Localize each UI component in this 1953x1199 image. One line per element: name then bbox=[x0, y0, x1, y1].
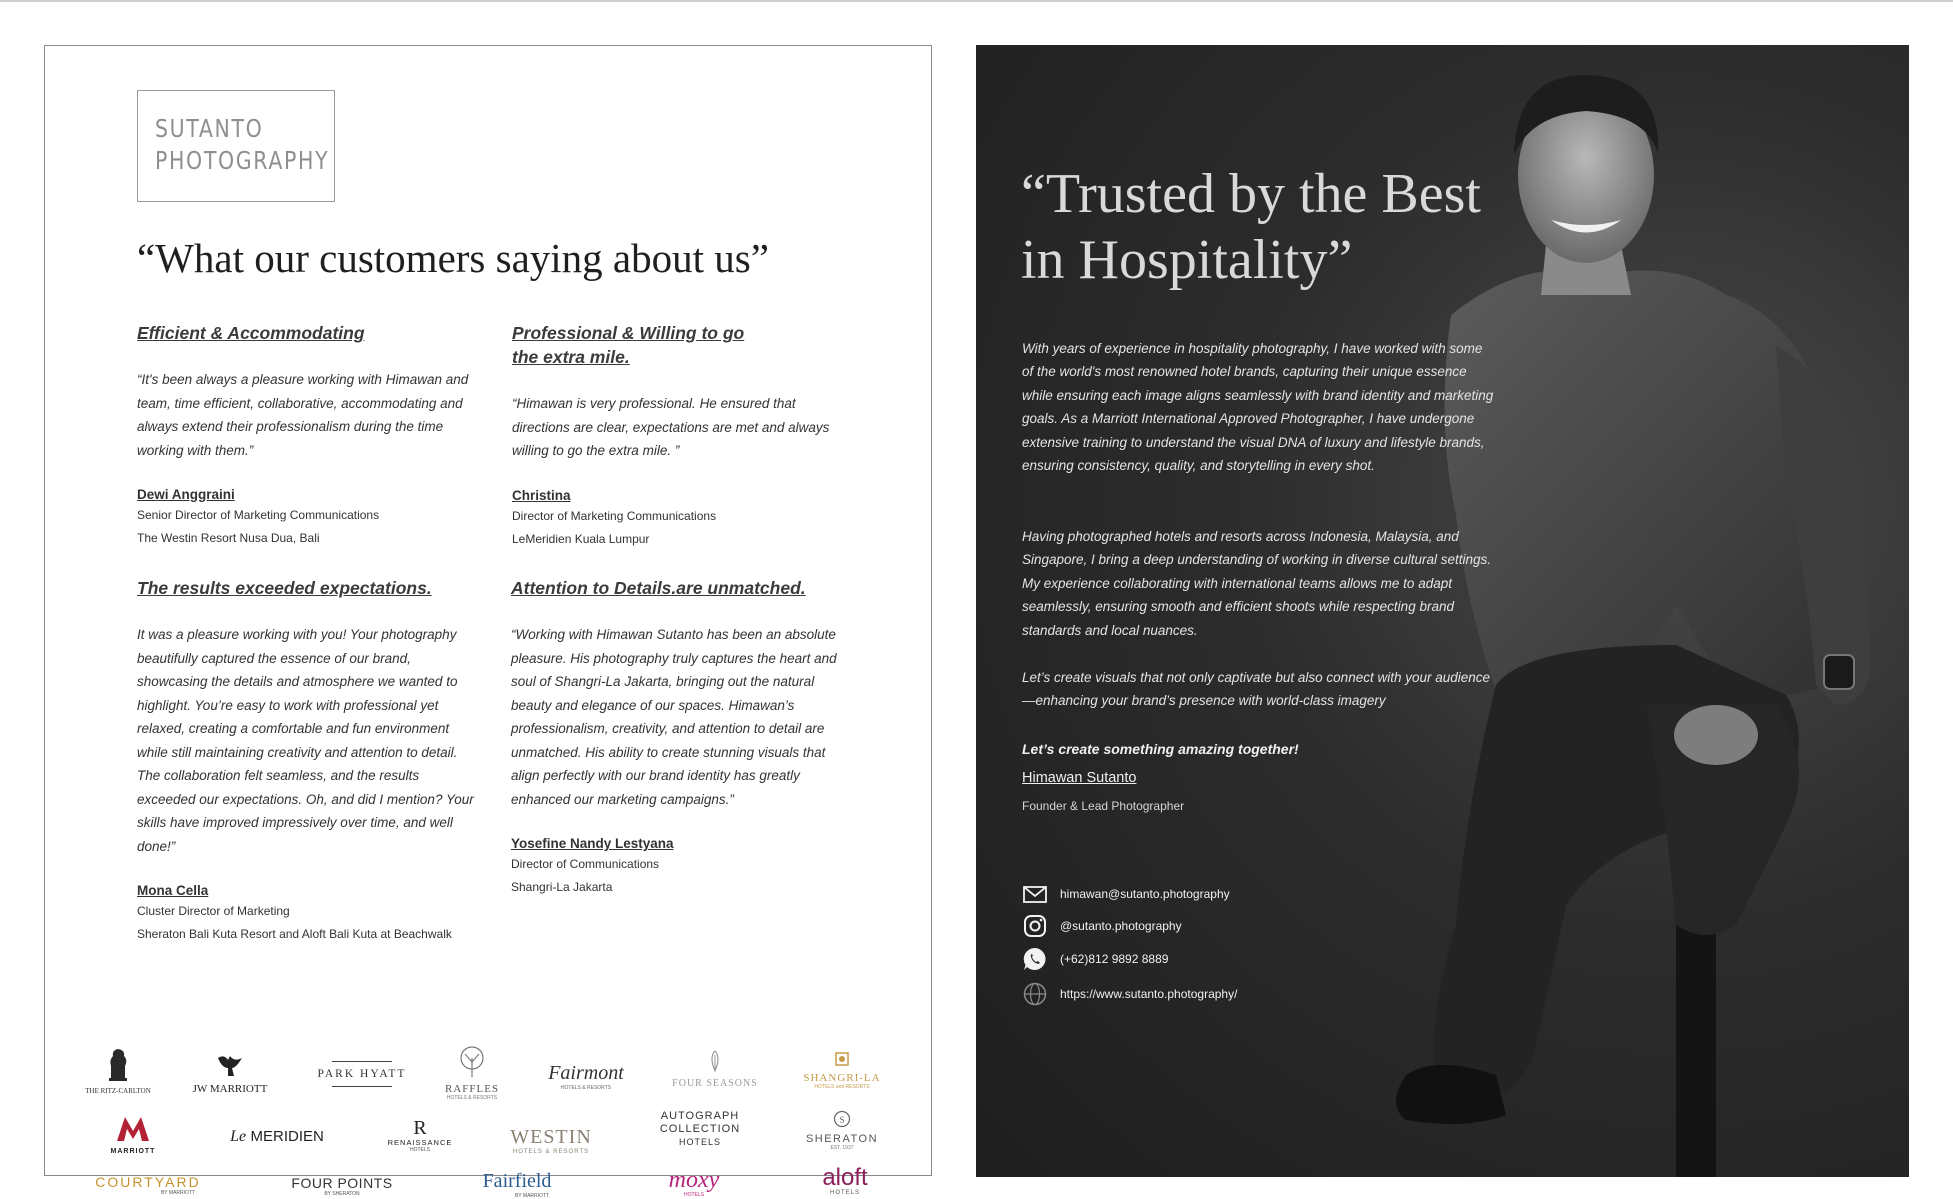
ritz-carlton-text: THE RITZ-CARLTON bbox=[85, 1087, 151, 1095]
sheraton-text: SHERATON bbox=[805, 1133, 879, 1145]
contact-email[interactable] bbox=[1022, 881, 1230, 907]
marriott-m-icon bbox=[115, 1113, 151, 1143]
four-seasons-text: FOUR SEASONS bbox=[672, 1078, 758, 1089]
fairfield-logo bbox=[467, 1170, 567, 1199]
testimonial-org: Sheraton Bali Kuta Resort and Aloft Bali Kuta at Beachwalk bbox=[137, 927, 452, 941]
testimonial-card bbox=[511, 576, 851, 899]
testimonial-title: Professional & Willing to go the extra mile. bbox=[512, 323, 745, 367]
panel-title-line-1: “Trusted by the Best bbox=[1021, 163, 1481, 225]
shangri-la-logo bbox=[797, 1051, 887, 1090]
testimonial-org: The Westin Resort Nusa Dua, Bali bbox=[137, 531, 320, 545]
four-points-text: FOUR POINTS bbox=[291, 1175, 393, 1191]
four-points-sub-text: BY SHERATON bbox=[324, 1191, 360, 1197]
testimonial-name: Christina bbox=[512, 487, 571, 503]
testimonial-quote: “It's been always a pleasure working with Himawan and team, time efficient, collaborative, accommodating and always extend their professionalism during the time working with them.” bbox=[137, 372, 469, 458]
email-text[interactable]: himawan@sutanto.photography bbox=[1060, 887, 1230, 901]
top-border bbox=[0, 0, 1953, 2]
sheraton-logo bbox=[797, 1110, 887, 1151]
testimonial-org: Shangri-La Jakarta bbox=[511, 880, 613, 894]
park-hyatt-logo bbox=[307, 1061, 417, 1087]
courtyard-sub-text: BY MARRIOTT bbox=[160, 1190, 196, 1196]
jw-marriott-text: JW MARRIOTT bbox=[192, 1083, 268, 1095]
courtyard-logo bbox=[83, 1174, 213, 1196]
testimonial-quote: It was a pleasure working with you! Your photography beautifully captured the essence of our brand, showcasing the details and atmosphere we wanted to highlight. You’re easy to work with professional yet relaxed, creating a comfortable and fun environment while still maintaining creativity and attention to detail. The collaboration felt seamless, and the results exceeded our expectations. Oh, and did I mention? Your skills have improved impressively over time, and well done!” bbox=[137, 627, 474, 854]
moxy-logo bbox=[649, 1168, 739, 1198]
brand-line-2: PHOTOGRAPHY bbox=[155, 146, 330, 175]
renaissance-r-mark: R bbox=[413, 1117, 427, 1139]
contact-instagram[interactable] bbox=[1022, 913, 1182, 939]
experience-paragraph: Having photographed hotels and resorts across Indonesia, Malaysia, and Singapore, I bring a deep understanding of working in diverse cultural settings. My experience collaborating with international teams allows me to adapt seamlessly, ensuring smooth and efficient shoots while respecting brand standards and local nuances. bbox=[1022, 529, 1492, 638]
westin-text: WESTIN bbox=[510, 1126, 592, 1148]
testimonial-card bbox=[137, 321, 477, 550]
testimonial-org: LeMeridien Kuala Lumpur bbox=[512, 531, 650, 546]
raffles-text: RAFFLES bbox=[444, 1083, 500, 1095]
renaissance-sub-text: HOTELS bbox=[409, 1147, 430, 1153]
marriott-logo bbox=[103, 1113, 163, 1155]
renaissance-logo bbox=[375, 1118, 465, 1153]
raffles-tree-icon bbox=[455, 1046, 489, 1078]
testimonial-role: Director of Communications bbox=[511, 857, 660, 871]
testimonial-name: Dewi Anggraini bbox=[137, 487, 235, 502]
courtyard-text: COURTYARD bbox=[95, 1174, 201, 1190]
closing-paragraph: Let’s create visuals that not only captivate but also connect with your audience—enhancing your brand’s presence with world-class imagery bbox=[1022, 670, 1491, 709]
intro-paragraph: With years of experience in hospitality photography, I have worked with some of the world's most renowned hotel brands, capturing their unique essence while ensuring each image aligns seamlessly with brand identity and marketing goals. As a Marriott International Approved Photographer, I have undergone extensive training to understand the visual DNA of luxury and lifestyle brands, ensuring consistency, quality, and storytelling in every shot. bbox=[1022, 341, 1494, 474]
contact-whatsapp[interactable] bbox=[1022, 946, 1168, 972]
testimonial-role: Cluster Director of Marketing bbox=[137, 904, 290, 918]
ritz-carlton-logo bbox=[83, 1046, 153, 1095]
four-points-logo bbox=[277, 1175, 407, 1197]
instagram-text[interactable]: @sutanto.photography bbox=[1060, 919, 1182, 933]
lion-icon bbox=[103, 1046, 133, 1082]
four-seasons-logo bbox=[665, 1049, 765, 1089]
whatsapp-icon bbox=[1022, 946, 1048, 972]
moxy-sub-text: HOTELS bbox=[683, 1192, 704, 1198]
aloft-sub-text: HOTELS bbox=[829, 1190, 860, 1196]
whatsapp-text[interactable]: (+62)812 9892 8889 bbox=[1060, 952, 1169, 966]
sheraton-emblem-icon bbox=[833, 1110, 851, 1128]
svg-text:S: S bbox=[839, 1115, 845, 1125]
testimonial-card bbox=[512, 321, 852, 551]
fairfield-text: Fairfield bbox=[482, 1170, 552, 1192]
le-meridien-le-text: Le bbox=[230, 1128, 247, 1145]
testimonial-name: Yosefine Nandy Lestyana bbox=[511, 836, 674, 851]
raffles-logo bbox=[437, 1046, 507, 1101]
shangri-la-emblem-icon bbox=[834, 1051, 850, 1067]
testimonial-role: Director of Marketing Communications bbox=[512, 508, 717, 523]
testimonial-quote: “Himawan is very professional. He ensured that directions are clear, expectations are met and always willing to go the extra mile. ” bbox=[512, 396, 830, 458]
fairmont-logo bbox=[541, 1062, 631, 1091]
aloft-logo bbox=[805, 1166, 885, 1196]
panel-title bbox=[1021, 161, 1481, 293]
panel-title-line-2: in Hospitality” bbox=[1021, 229, 1353, 291]
le-meridien-logo bbox=[217, 1128, 337, 1146]
sheraton-sub-text: EST. 1937 bbox=[830, 1145, 854, 1151]
autograph-line-2: COLLECTION bbox=[659, 1123, 741, 1135]
raffles-sub-text: HOTELS & RESORTS bbox=[446, 1095, 498, 1101]
testimonial-name: Mona Cella bbox=[137, 883, 209, 898]
fairmont-text: Fairmont bbox=[548, 1062, 624, 1084]
brand-line-1: SUTANTO bbox=[155, 114, 264, 143]
website-text[interactable]: https://www.sutanto.photography/ bbox=[1060, 987, 1238, 1001]
signature-role: Founder & Lead Photographer bbox=[1022, 799, 1185, 813]
testimonial-title: The results exceeded expectations. bbox=[137, 578, 432, 598]
instagram-icon bbox=[1022, 913, 1048, 939]
contact-website[interactable] bbox=[1022, 981, 1237, 1007]
autograph-collection-logo bbox=[645, 1110, 755, 1149]
testimonial-title: Attention to Details.are unmatched. bbox=[511, 578, 806, 598]
fairfield-sub-text: BY MARRIOTT bbox=[514, 1193, 550, 1199]
le-meridien-text: MERIDIEN bbox=[250, 1128, 324, 1145]
hotel-logos bbox=[45, 996, 933, 1199]
westin-logo bbox=[501, 1126, 601, 1155]
testimonial-quote: “Working with Himawan Sutanto has been an absolute pleasure. His photography truly captures the heart and soul of Shangri-La Jakarta, bringing out the natural beauty and elegance of our spaces. Himawan’s professionalism, creativity, and attention to detail are unmatched. His ability to create stunning visuals that align perfectly with our brand identity has greatly enhanced our marketing campaigns.” bbox=[511, 627, 837, 807]
globe-icon bbox=[1022, 981, 1048, 1007]
testimonial-title: Efficient & Accommodating bbox=[137, 323, 365, 343]
fairmont-sub-text: HOTELS & RESORTS bbox=[560, 1085, 612, 1091]
call-to-action: Let’s create something amazing together! bbox=[1022, 741, 1299, 757]
autograph-line-3: HOTELS bbox=[678, 1137, 721, 1147]
about-panel bbox=[976, 45, 1909, 1177]
testimonials-panel bbox=[44, 45, 932, 1199]
four-seasons-tree-icon bbox=[705, 1049, 725, 1073]
shangri-la-sub-text: HOTELS and RESORTS bbox=[814, 1084, 870, 1090]
autograph-line-1: AUTOGRAPH bbox=[660, 1110, 740, 1122]
page-headline: “What our customers saying about us” bbox=[137, 235, 769, 281]
signature-name: Himawan Sutanto bbox=[1022, 770, 1137, 786]
testimonial-role: Senior Director of Marketing Communications bbox=[137, 508, 380, 522]
park-hyatt-text: PARK HYATT bbox=[317, 1068, 407, 1080]
westin-sub-text: HOTELS & RESORTS bbox=[512, 1149, 590, 1155]
marriott-text: MARRIOTT bbox=[110, 1148, 156, 1155]
jw-bird-icon bbox=[216, 1054, 244, 1078]
renaissance-text: RENAISSANCE bbox=[387, 1138, 453, 1147]
shangri-la-text: SHANGRI-LA bbox=[803, 1072, 881, 1084]
moxy-text: moxy bbox=[668, 1167, 720, 1193]
mail-icon bbox=[1022, 881, 1048, 907]
testimonial-card bbox=[137, 576, 477, 946]
aloft-text: aloft bbox=[822, 1164, 868, 1191]
brand-logo bbox=[137, 90, 335, 202]
jw-marriott-logo bbox=[185, 1054, 275, 1095]
